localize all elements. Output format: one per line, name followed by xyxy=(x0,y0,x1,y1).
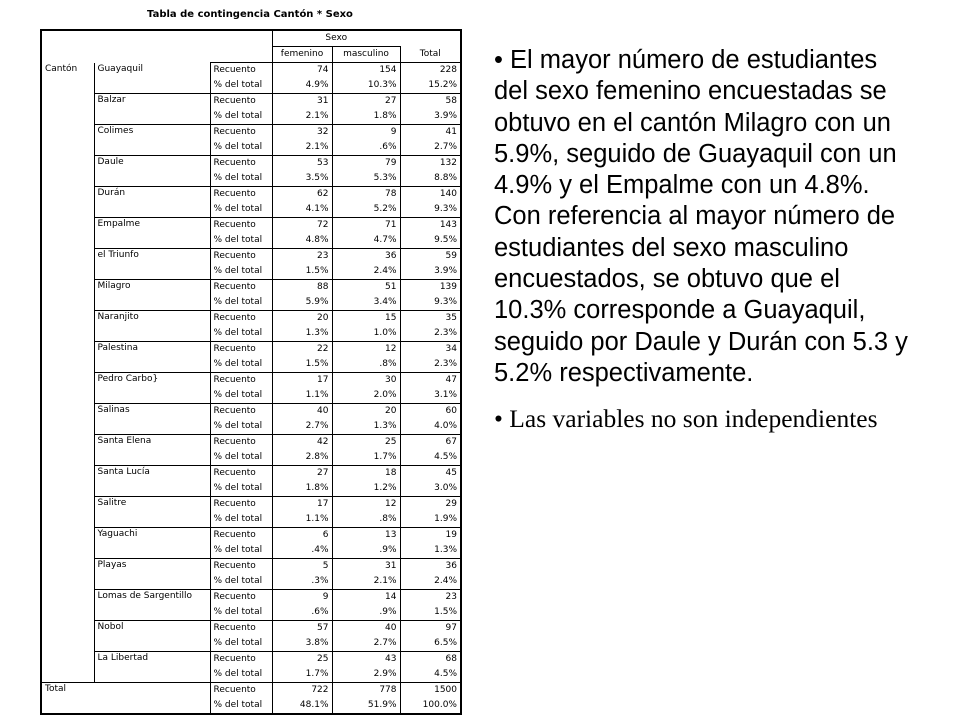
percent-value: .9% xyxy=(332,605,400,621)
canton-name: Milagro xyxy=(94,280,210,311)
percent-value: 2.7% xyxy=(272,419,332,435)
count-value: 72 xyxy=(272,218,332,234)
count-value: 42 xyxy=(272,435,332,451)
table-title: Tabla de contingencia Cantón * Sexo xyxy=(147,9,353,20)
percent-value: 4.5% xyxy=(400,450,461,466)
header-blank-total xyxy=(400,30,461,47)
table-row-count xyxy=(41,590,461,606)
canton-name: Empalme xyxy=(94,218,210,249)
percent-label: % del total xyxy=(210,264,272,280)
table-row-count xyxy=(41,497,461,513)
percent-value: .8% xyxy=(332,357,400,373)
count-value: 45 xyxy=(400,466,461,482)
percent-value: 1.5% xyxy=(272,264,332,280)
canton-name: Pedro Carbo} xyxy=(94,373,210,404)
percent-label: % del total xyxy=(210,109,272,125)
count-label: Recuento xyxy=(210,404,272,420)
count-value: 27 xyxy=(332,94,400,110)
count-value: 31 xyxy=(332,559,400,575)
count-label: Recuento xyxy=(210,435,272,451)
percent-value: 1.0% xyxy=(332,326,400,342)
table-row-count xyxy=(41,249,461,265)
canton-name: Palestina xyxy=(94,342,210,373)
count-value: 88 xyxy=(272,280,332,296)
count-value: 36 xyxy=(332,249,400,265)
count-value: 20 xyxy=(272,311,332,327)
percent-value: 4.9% xyxy=(272,78,332,94)
count-value: 140 xyxy=(400,187,461,203)
header-femenino: femenino xyxy=(272,47,332,63)
count-value: 53 xyxy=(272,156,332,172)
count-value: 97 xyxy=(400,621,461,637)
percent-value: 2.4% xyxy=(400,574,461,590)
count-value: 25 xyxy=(332,435,400,451)
table-row-count xyxy=(41,280,461,296)
percent-value: 1.9% xyxy=(400,512,461,528)
percent-label: % del total xyxy=(210,202,272,218)
percent-value: 3.9% xyxy=(400,264,461,280)
count-value: 41 xyxy=(400,125,461,141)
percent-value: .6% xyxy=(332,140,400,156)
count-value: 17 xyxy=(272,373,332,389)
table-row-count xyxy=(41,559,461,575)
percent-value: 4.8% xyxy=(272,233,332,249)
header-masculino: masculino xyxy=(332,47,400,63)
count-value: 12 xyxy=(332,342,400,358)
percent-value: 3.9% xyxy=(400,109,461,125)
count-value: 722 xyxy=(272,683,332,699)
count-label: Recuento xyxy=(210,156,272,172)
canton-name: Nobol xyxy=(94,621,210,652)
percent-value: 9.5% xyxy=(400,233,461,249)
table-row-count xyxy=(41,218,461,234)
table-row-count xyxy=(41,435,461,451)
count-value: 778 xyxy=(332,683,400,699)
percent-value: 2.1% xyxy=(332,574,400,590)
header-sexo: Sexo xyxy=(272,30,400,47)
percent-value: 100.0% xyxy=(400,698,461,714)
count-value: 19 xyxy=(400,528,461,544)
count-value: 29 xyxy=(400,497,461,513)
percent-value: 2.7% xyxy=(400,140,461,156)
percent-value: 8.8% xyxy=(400,171,461,187)
count-value: 34 xyxy=(400,342,461,358)
canton-name: Santa Lucía xyxy=(94,466,210,497)
percent-value: 3.1% xyxy=(400,388,461,404)
count-label: Recuento xyxy=(210,249,272,265)
percent-label: % del total xyxy=(210,295,272,311)
count-label: Recuento xyxy=(210,63,272,79)
percent-value: 3.4% xyxy=(332,295,400,311)
count-value: 36 xyxy=(400,559,461,575)
percent-value: .4% xyxy=(272,543,332,559)
header-total: Total xyxy=(400,47,461,63)
percent-value: 2.1% xyxy=(272,140,332,156)
count-value: 22 xyxy=(272,342,332,358)
percent-value: 2.1% xyxy=(272,109,332,125)
percent-value: 4.1% xyxy=(272,202,332,218)
count-value: 23 xyxy=(400,590,461,606)
count-value: 79 xyxy=(332,156,400,172)
count-value: 17 xyxy=(272,497,332,513)
count-label: Recuento xyxy=(210,342,272,358)
count-label: Recuento xyxy=(210,125,272,141)
total-row-count xyxy=(41,683,461,699)
percent-value: .9% xyxy=(332,543,400,559)
canton-name: Naranjito xyxy=(94,311,210,342)
canton-name: Balzar xyxy=(94,94,210,125)
canton-name: el Triunfo xyxy=(94,249,210,280)
count-value: 47 xyxy=(400,373,461,389)
percent-value: .6% xyxy=(272,605,332,621)
analysis-paragraph: • El mayor número de estudiantes del sexo femenino encuestadas se obtuvo en el cantón Milagro con un 5.9%, seguido de Guayaquil con un 4.9% y el Empalme con un 4.8%. Con referencia al mayor número de estudiantes del sexo masculino encuestados, se obtuvo que el 10.3% corresponde a Guayaquil, seguido por Daule y Durán con 5.3 y 5.2% respectivamente. xyxy=(494,46,908,387)
count-value: 15 xyxy=(332,311,400,327)
count-value: 59 xyxy=(400,249,461,265)
percent-value: 9.3% xyxy=(400,202,461,218)
percent-label: % del total xyxy=(210,388,272,404)
percent-value: 4.5% xyxy=(400,667,461,683)
percent-value: .8% xyxy=(332,512,400,528)
conclusion-paragraph: • Las variables no son independientes xyxy=(494,404,878,434)
percent-value: 2.0% xyxy=(332,388,400,404)
table-row-count xyxy=(41,652,461,668)
percent-label: % del total xyxy=(210,574,272,590)
row-group-label: Cantón xyxy=(41,63,94,683)
percent-value: 1.3% xyxy=(272,326,332,342)
percent-value: 5.2% xyxy=(332,202,400,218)
percent-value: 1.1% xyxy=(272,512,332,528)
table-row-count xyxy=(41,373,461,389)
percent-value: 2.3% xyxy=(400,357,461,373)
count-value: 25 xyxy=(272,652,332,668)
count-value: 143 xyxy=(400,218,461,234)
count-value: 9 xyxy=(332,125,400,141)
percent-label: % del total xyxy=(210,698,272,714)
count-value: 31 xyxy=(272,94,332,110)
table-row-count xyxy=(41,311,461,327)
text-panel xyxy=(494,45,914,435)
count-value: 43 xyxy=(332,652,400,668)
percent-value: 51.9% xyxy=(332,698,400,714)
percent-value: 9.3% xyxy=(400,295,461,311)
canton-name: Yaguachi xyxy=(94,528,210,559)
percent-label: % del total xyxy=(210,171,272,187)
percent-label: % del total xyxy=(210,481,272,497)
percent-label: % del total xyxy=(210,605,272,621)
percent-value: 2.9% xyxy=(332,667,400,683)
percent-value: 10.3% xyxy=(332,78,400,94)
table-row-count xyxy=(41,342,461,358)
table-body xyxy=(41,63,461,715)
count-value: 154 xyxy=(332,63,400,79)
percent-value: 1.7% xyxy=(332,450,400,466)
table-row-count xyxy=(41,528,461,544)
percent-value: 4.0% xyxy=(400,419,461,435)
header-blank-cell xyxy=(41,30,272,63)
percent-label: % del total xyxy=(210,140,272,156)
count-label: Recuento xyxy=(210,373,272,389)
count-value: 51 xyxy=(332,280,400,296)
count-value: 67 xyxy=(400,435,461,451)
count-label: Recuento xyxy=(210,218,272,234)
percent-label: % del total xyxy=(210,512,272,528)
total-label: Total xyxy=(41,683,210,715)
table-row-count xyxy=(41,94,461,110)
percent-value: 2.7% xyxy=(332,636,400,652)
table-row-count xyxy=(41,125,461,141)
percent-value: 2.4% xyxy=(332,264,400,280)
count-value: 71 xyxy=(332,218,400,234)
percent-value: 3.5% xyxy=(272,171,332,187)
contingency-table xyxy=(40,29,462,715)
count-label: Recuento xyxy=(210,559,272,575)
count-value: 23 xyxy=(272,249,332,265)
count-value: 228 xyxy=(400,63,461,79)
canton-name: Santa Elena xyxy=(94,435,210,466)
canton-name: Guayaquil xyxy=(94,63,210,94)
count-value: 40 xyxy=(332,621,400,637)
count-label: Recuento xyxy=(210,187,272,203)
table-row-count xyxy=(41,187,461,203)
count-label: Recuento xyxy=(210,497,272,513)
canton-name: Daule xyxy=(94,156,210,187)
percent-value: 2.8% xyxy=(272,450,332,466)
count-value: 12 xyxy=(332,497,400,513)
table-row-count xyxy=(41,156,461,172)
percent-label: % del total xyxy=(210,78,272,94)
count-label: Recuento xyxy=(210,94,272,110)
count-value: 40 xyxy=(272,404,332,420)
canton-name: Playas xyxy=(94,559,210,590)
canton-name: La Libertad xyxy=(94,652,210,683)
count-value: 60 xyxy=(400,404,461,420)
percent-value: 6.5% xyxy=(400,636,461,652)
percent-value: 1.3% xyxy=(400,543,461,559)
percent-value: 15.2% xyxy=(400,78,461,94)
percent-label: % del total xyxy=(210,357,272,373)
count-value: 68 xyxy=(400,652,461,668)
count-value: 9 xyxy=(272,590,332,606)
count-value: 30 xyxy=(332,373,400,389)
percent-label: % del total xyxy=(210,667,272,683)
count-value: 57 xyxy=(272,621,332,637)
count-value: 27 xyxy=(272,466,332,482)
percent-value: 1.1% xyxy=(272,388,332,404)
count-value: 32 xyxy=(272,125,332,141)
canton-name: Salitre xyxy=(94,497,210,528)
count-value: 35 xyxy=(400,311,461,327)
percent-value: 2.3% xyxy=(400,326,461,342)
count-value: 5 xyxy=(272,559,332,575)
count-value: 132 xyxy=(400,156,461,172)
count-value: 78 xyxy=(332,187,400,203)
percent-value: 1.5% xyxy=(272,357,332,373)
percent-label: % del total xyxy=(210,233,272,249)
percent-value: 1.3% xyxy=(332,419,400,435)
table-row-count xyxy=(41,466,461,482)
count-value: 62 xyxy=(272,187,332,203)
count-value: 14 xyxy=(332,590,400,606)
count-label: Recuento xyxy=(210,466,272,482)
percent-value: 3.0% xyxy=(400,481,461,497)
percent-value: 1.7% xyxy=(272,667,332,683)
count-label: Recuento xyxy=(210,683,272,699)
count-label: Recuento xyxy=(210,311,272,327)
percent-label: % del total xyxy=(210,636,272,652)
count-value: 13 xyxy=(332,528,400,544)
canton-name: Colimes xyxy=(94,125,210,156)
count-value: 74 xyxy=(272,63,332,79)
percent-value: 1.5% xyxy=(400,605,461,621)
count-value: 20 xyxy=(332,404,400,420)
count-label: Recuento xyxy=(210,652,272,668)
percent-value: 1.2% xyxy=(332,481,400,497)
percent-label: % del total xyxy=(210,543,272,559)
canton-name: Salinas xyxy=(94,404,210,435)
count-value: 6 xyxy=(272,528,332,544)
table-row-count xyxy=(41,63,461,79)
count-value: 1500 xyxy=(400,683,461,699)
count-value: 18 xyxy=(332,466,400,482)
percent-value: 5.3% xyxy=(332,171,400,187)
percent-label: % del total xyxy=(210,450,272,466)
percent-value: 1.8% xyxy=(272,481,332,497)
count-value: 139 xyxy=(400,280,461,296)
canton-name: Durán xyxy=(94,187,210,218)
percent-value: 4.7% xyxy=(332,233,400,249)
count-label: Recuento xyxy=(210,280,272,296)
percent-value: .3% xyxy=(272,574,332,590)
percent-label: % del total xyxy=(210,326,272,342)
count-value: 58 xyxy=(400,94,461,110)
percent-value: 3.8% xyxy=(272,636,332,652)
table-row-count xyxy=(41,621,461,637)
percent-value: 48.1% xyxy=(272,698,332,714)
canton-name: Lomas de Sargentillo xyxy=(94,590,210,621)
count-label: Recuento xyxy=(210,528,272,544)
percent-value: 5.9% xyxy=(272,295,332,311)
count-label: Recuento xyxy=(210,590,272,606)
table-row-count xyxy=(41,404,461,420)
percent-value: 1.8% xyxy=(332,109,400,125)
count-label: Recuento xyxy=(210,621,272,637)
percent-label: % del total xyxy=(210,419,272,435)
